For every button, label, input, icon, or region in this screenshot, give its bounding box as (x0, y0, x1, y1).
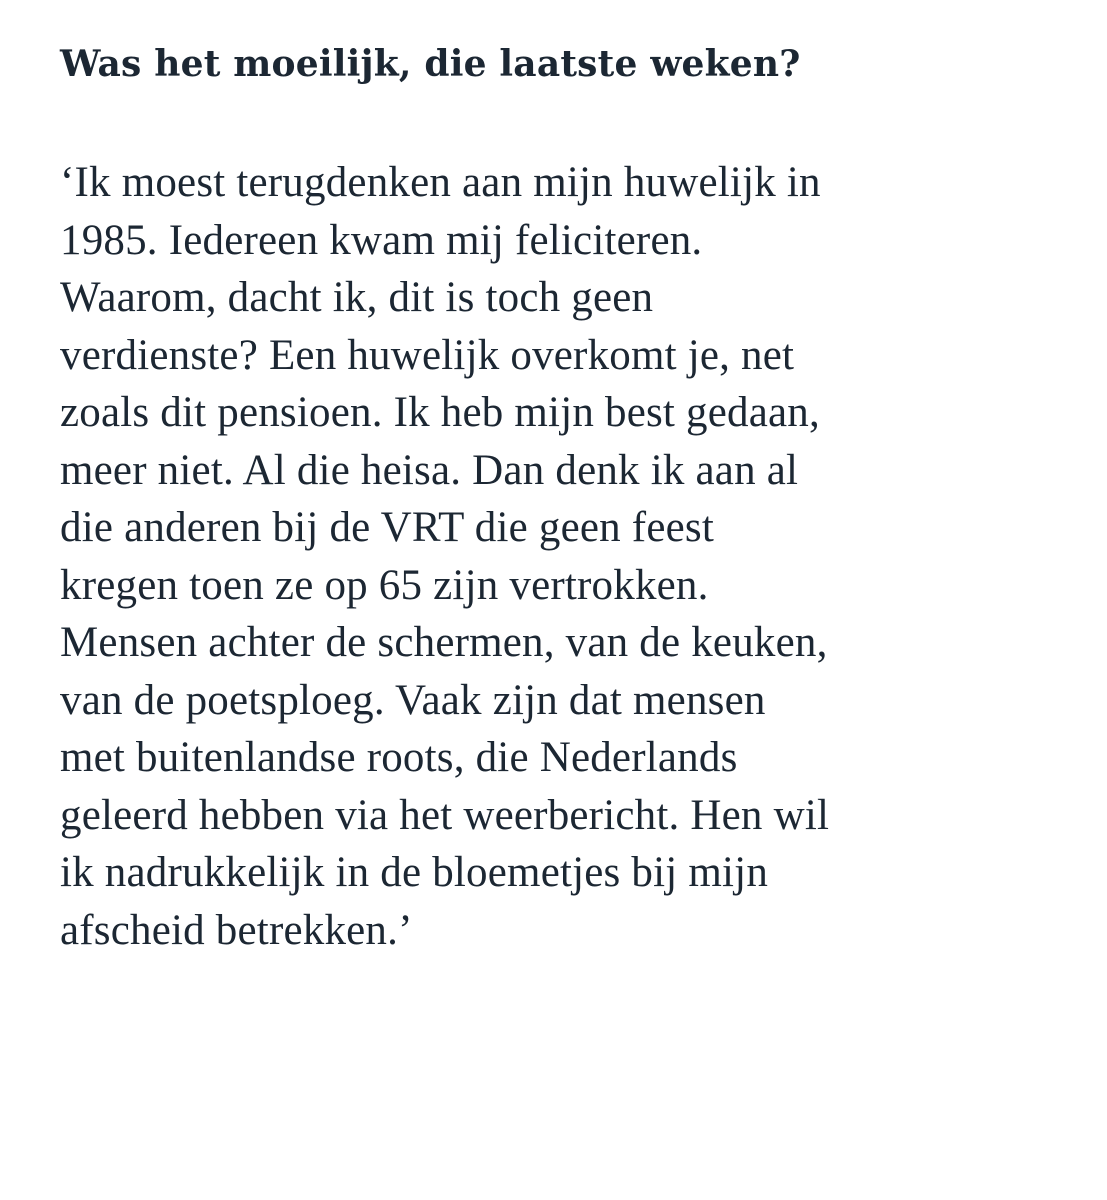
interview-question: Was het moeilijk, die laatste weken? (60, 43, 801, 85)
answer-line: Waarom, dacht ik, dit is toch geen (60, 274, 654, 321)
interview-answer (60, 94, 1090, 959)
answer-line: geleerd hebben via het weerbericht. Hen wil (60, 791, 830, 839)
answer-line: verdienste? Een huwelijk overkomt je, net (60, 331, 795, 379)
answer-line: ‘Ik moest terugdenken aan mijn huwelijk in (60, 159, 821, 206)
answer-line: 1985. Iedereen kwam mij feliciteren. (60, 216, 703, 264)
answer-line: van de poetsploeg. Vaak zijn dat mensen (60, 676, 766, 724)
answer-line: zoals dit pensioen. Ik heb mijn best gedaan, (60, 389, 820, 436)
article-body (60, 0, 1090, 959)
answer-line: kregen toen ze op 65 zijn vertrokken. (60, 561, 709, 609)
answer-line: Mensen achter de schermen, van de keuken, (60, 619, 828, 666)
answer-line: die anderen bij de VRT die geen feest (60, 504, 714, 551)
answer-line: meer niet. Al die heisa. Dan denk ik aan al (60, 446, 799, 494)
answer-line: ik nadrukkelijk in de bloemetjes bij mijn (60, 849, 769, 896)
answer-line: met buitenlandse roots, die Nederlands (60, 734, 738, 781)
answer-line: afscheid betrekken.’ (60, 906, 413, 954)
